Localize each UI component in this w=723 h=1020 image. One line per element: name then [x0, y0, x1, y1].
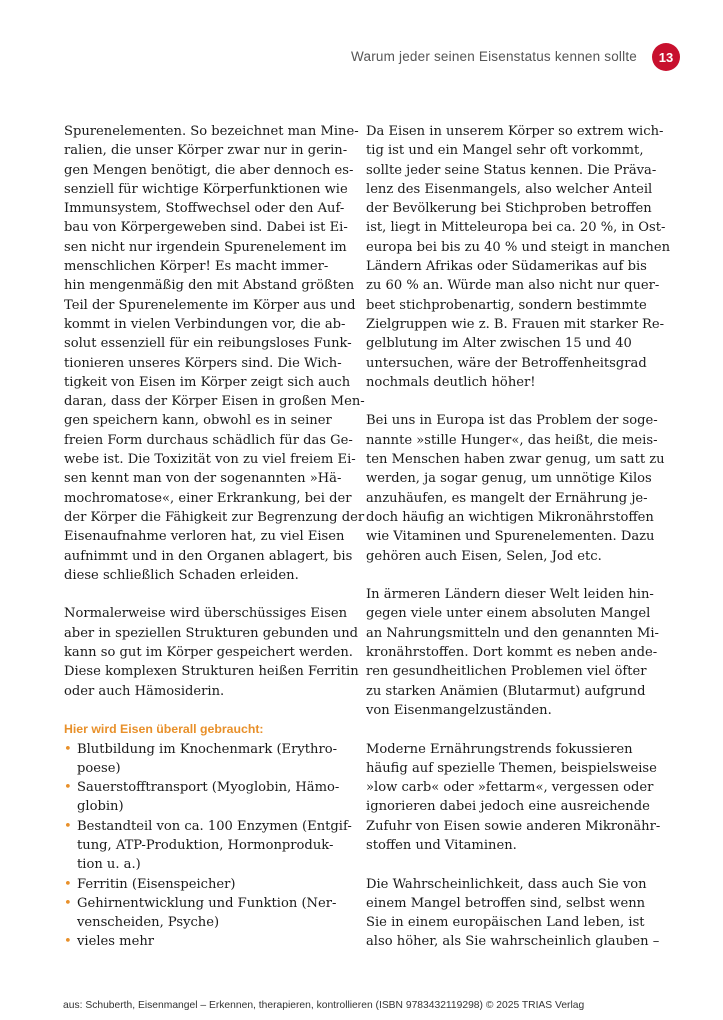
text-line: werden, ja sogar genug, um unnötige Kilos [366, 471, 652, 487]
text-line: kann so gut im Körper gespeichert werden. [64, 645, 353, 661]
text-line: In ärmeren Ländern dieser Welt leiden hin- [366, 587, 654, 603]
bullet-icon: • [64, 876, 72, 892]
paragraph [64, 122, 365, 585]
text-line: Da Eisen in unserem Körper so extrem wich- [366, 124, 664, 139]
text-line: sen nicht nur irgendein Spurenelement im [64, 239, 347, 255]
bullet-icon: • [64, 934, 72, 950]
text-line: Normalerweise wird überschüssiges Eisen [64, 606, 348, 622]
list-item-text: globin) [77, 799, 124, 815]
text-line: »low carb« oder »fettarm«, vergessen oder [366, 780, 654, 796]
text-line: an Nahrungsmitteln und den genannten Mi- [366, 625, 659, 641]
text-line: aufnimmt und in den Organen ablagert, bis [64, 548, 353, 564]
text-line: Immunsystem, Stoffwechsel oder den Auf- [64, 201, 345, 217]
text-line: anzuhäufen, es mangelt der Ernährung je- [366, 490, 648, 506]
list-item-text: tion u. a.) [77, 857, 141, 873]
list-item [64, 817, 352, 875]
bullet-icon: • [64, 741, 72, 757]
text-line: wie Vitaminen und Spurenelementen. Dazu [366, 529, 655, 545]
text-line: aber in speziellen Strukturen gebunden und [64, 625, 359, 641]
list-heading: Hier wird Eisen überall gebraucht: [64, 722, 264, 737]
text-line: Eisenaufnahme verloren hat, zu viel Eisen [64, 529, 345, 545]
text-line: mochromatose«, einer Erkrankung, bei der [64, 490, 352, 506]
list-item [64, 875, 336, 894]
list-item-text: venscheiden, Psyche) [77, 915, 220, 931]
text-line: zu starken Anämien (Blutarmut) aufgrund [366, 683, 646, 699]
bullet-icon: • [64, 895, 72, 911]
running-title: Warum jeder seinen Eisenstatus kennen sollte [351, 49, 637, 64]
text-line: solut essenziell für ein reibungsloses Funk- [64, 336, 352, 352]
text-line: ralien, die unser Körper zwar nur in gerin- [64, 143, 348, 159]
text-line: ten Menschen haben zwar genug, um satt zu [366, 452, 665, 468]
bullet-list [64, 740, 352, 952]
text-line: tigkeit von Eisen im Körper zeigt sich auch [64, 374, 351, 390]
list-item [64, 932, 336, 951]
text-line: stoffen und Vitaminen. [366, 837, 517, 853]
bullet-icon: • [64, 780, 72, 796]
text-line: also höher, als Sie wahrscheinlich glauben – [366, 934, 660, 950]
bullet-icon: • [64, 818, 72, 834]
text-line: sollte jeder seine Status kennen. Die Präva- [366, 162, 657, 178]
text-line: Zielgruppen wie z. B. Frauen mit starker Re- [366, 316, 665, 332]
text-line: daran, dass der Körper Eisen in großen Men- [64, 394, 365, 410]
text-line: Sie in einem europäischen Land leben, ist [366, 915, 645, 931]
text-line: gen speichern kann, obwohl es in seiner [64, 413, 332, 429]
text-line: oder auch Hämosiderin. [64, 683, 225, 699]
paragraph [366, 875, 660, 952]
paragraph [366, 740, 661, 856]
list-item-text: Ferritin (Eisenspeicher) [77, 876, 236, 892]
text-line: zu 60 % an. Würde man also nicht nur quer- [366, 278, 660, 294]
list-item-text: tung, ATP-Produktion, Hormonproduk- [77, 837, 334, 853]
text-line: tionieren unseres Körpers sind. Die Wich- [64, 355, 342, 371]
list-item [64, 778, 340, 817]
paragraph [366, 585, 659, 720]
footer-citation: aus: Schuberth, Eisenmangel – Erkennen, therapieren, kontrollieren (ISBN 9783432119298) © 2025 TRIAS Verlag [63, 1000, 585, 1011]
text-line: senziell für wichtige Körperfunktionen wie [64, 181, 348, 197]
text-line: bau von Körpergeweben sind. Dabei ist Ei- [64, 220, 348, 236]
page-number-badge: 13 [652, 43, 680, 71]
text-line: gelblutung im Alter zwischen 15 und 40 [366, 336, 632, 352]
text-line: häufig auf spezielle Themen, beispielsweise [366, 760, 657, 776]
left-column [64, 122, 365, 952]
text-line: der Körper die Fähigkeit zur Begrenzung der [64, 509, 365, 525]
list-item-text: Sauerstofftransport (Myoglobin, Hämo- [77, 780, 340, 796]
list-item-text: poese) [77, 760, 121, 776]
text-line: gehören auch Eisen, Selen, Jod etc. [366, 548, 602, 564]
text-line: Teil der Spurenelemente im Körper aus und [64, 297, 356, 313]
text-line: lenz des Eisenmangels, also welcher Anteil [366, 181, 653, 197]
text-line: gegen viele unter einem absoluten Mangel [366, 606, 651, 622]
text-line: Die Wahrscheinlichkeit, dass auch Sie von [366, 876, 647, 892]
text-line: Ländern Afrikas oder Südamerikas auf bis [366, 259, 647, 275]
text-line: Zufuhr von Eisen sowie anderen Mikronähr- [366, 818, 661, 834]
text-line: gen Mengen benötigt, die aber dennoch es- [64, 162, 354, 178]
text-line: diese schließlich Schaden erleiden. [64, 567, 299, 583]
text-line: einem Mangel betroffen sind, selbst wenn [366, 895, 646, 911]
paragraph [366, 122, 671, 392]
text-line: freien Form durchaus schädlich für das Ge- [64, 432, 353, 448]
text-line: Moderne Ernährungstrends fokussieren [366, 741, 633, 757]
list-item [64, 894, 336, 933]
text-line: kommt in vielen Verbindungen vor, die ab- [64, 316, 346, 332]
text-line: kronährstoffen. Dort kommt es neben ande- [366, 645, 658, 661]
text-line: ren gesundheitlichen Problemen viel öfter [366, 664, 647, 680]
text-line: tig ist und ein Mangel sehr oft vorkommt, [366, 143, 644, 159]
text-line: beet stichprobenartig, sondern bestimmte [366, 297, 647, 313]
text-line: sen kennt man von der sogenannten »Hä- [64, 471, 342, 487]
list-item [64, 740, 336, 779]
list-item-text: Blutbildung im Knochenmark (Erythro- [77, 741, 338, 757]
list-item-text: vieles mehr [77, 934, 155, 950]
text-line: der Bevölkerung bei Stichproben betroffen [366, 201, 652, 217]
text-line: nannte »stille Hunger«, das heißt, die meis- [366, 432, 658, 448]
list-item-text: Gehirnentwicklung und Funktion (Ner- [77, 895, 337, 911]
right-column [366, 122, 671, 971]
text-line: ignorieren dabei jedoch eine ausreichende [366, 799, 650, 815]
text-line: ist, liegt in Mitteleuropa bei ca. 20 %, in Ost- [366, 220, 666, 236]
list-item-text: Bestandteil von ca. 100 Enzymen (Entgif- [77, 818, 352, 834]
text-line: menschlichen Körper! Es macht immer- [64, 259, 329, 275]
text-line: untersuchen, wäre der Betroffenheitsgrad [366, 355, 647, 371]
text-line: doch häufig an wichtigen Mikronährstoffen [366, 509, 654, 525]
text-line: Spurenelementen. So bezeichnet man Mine- [64, 124, 359, 139]
text-line: von Eisenmangelzuständen. [366, 702, 552, 718]
text-line: nochmals deutlich höher! [366, 374, 536, 390]
text-line: Diese komplexen Strukturen heißen Ferritin [64, 664, 359, 680]
text-line: hin mengenmäßig den mit Abstand größten [64, 278, 355, 294]
text-line: Bei uns in Europa ist das Problem der soge- [366, 413, 658, 429]
text-line: webe ist. Die Toxizität von zu viel freiem Ei- [64, 452, 356, 468]
paragraph [366, 411, 665, 565]
text-line: europa bei bis zu 40 % und steigt in manchen [366, 239, 671, 255]
paragraph [64, 604, 359, 700]
